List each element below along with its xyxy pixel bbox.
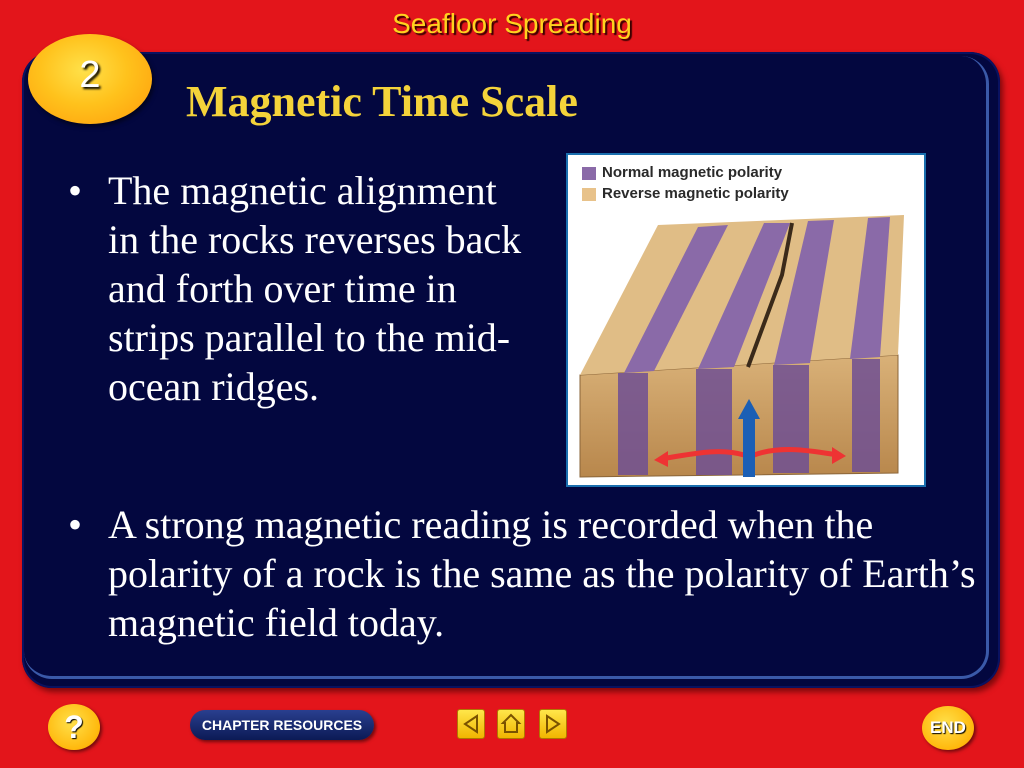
bullet-text: A strong magnetic reading is recorded when the polarity of a rock is the same as the polarity of Earth’s magnetic field today. <box>108 502 976 645</box>
bullet-item <box>68 500 988 647</box>
seafloor-diagram <box>568 155 924 485</box>
section-number: 2 <box>79 54 101 96</box>
seafloor-figure <box>566 153 926 487</box>
help-button[interactable]: ? <box>48 704 100 750</box>
legend-normal-label: Normal magnetic polarity <box>602 164 783 181</box>
header-title: Seafloor Spreading <box>392 8 632 39</box>
home-button[interactable] <box>497 709 525 739</box>
home-icon <box>498 710 524 738</box>
arrow-right-icon <box>540 710 566 738</box>
normal-polarity-swatch <box>582 167 596 180</box>
chapter-resources-button[interactable]: CHAPTER RESOURCES <box>190 710 374 740</box>
previous-button[interactable] <box>457 709 485 739</box>
end-button[interactable]: END <box>922 706 974 750</box>
bullet-text: The magnetic alignment in the rocks reverses back and forth over time in strips parallel to the mid-ocean ridges. <box>108 168 522 409</box>
slide-title: Magnetic Time Scale <box>186 77 578 126</box>
arrow-left-icon <box>458 710 484 738</box>
reverse-polarity-swatch <box>582 188 596 201</box>
bullet-dot: • <box>68 168 83 213</box>
legend-reverse-label: Reverse magnetic polarity <box>602 185 789 202</box>
next-button[interactable] <box>539 709 567 739</box>
bullet-item <box>68 166 528 411</box>
bullet-dot: • <box>68 502 83 547</box>
